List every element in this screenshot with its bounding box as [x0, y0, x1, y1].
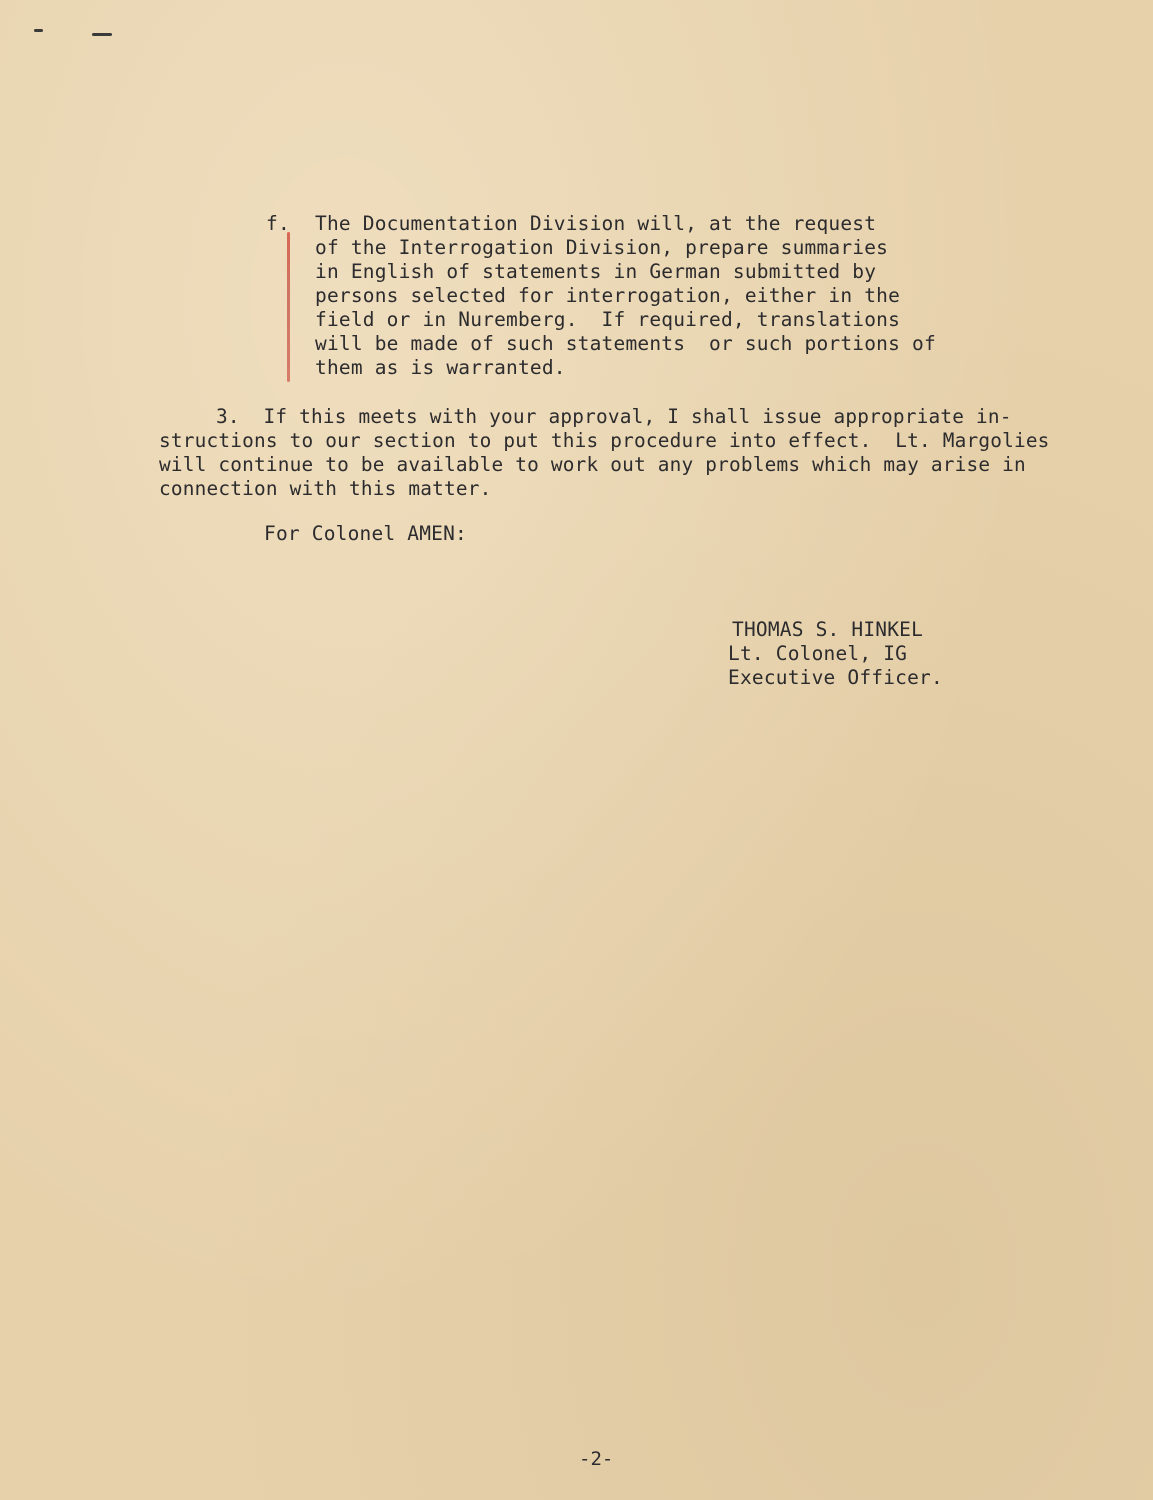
page-number: -2-: [579, 1448, 614, 1470]
margin-mark-right: [92, 33, 112, 36]
signature-name: THOMAS S. HINKEL: [732, 618, 924, 641]
paragraph-3-line-4: connection with this matter.: [159, 477, 492, 500]
item-f-line-4: persons selected for interrogation, either in the: [315, 284, 901, 307]
paragraph-3-line-3: will continue to be available to work out any problems which may arise in: [159, 453, 1026, 476]
item-f-line-3: in English of statements in German submitted by: [315, 260, 877, 283]
margin-mark-left: [34, 29, 43, 32]
paragraph-3-line-1: 3. If this meets with your approval, I shall issue appropriate in-: [216, 405, 1012, 428]
margin-correction-mark: [287, 232, 290, 382]
item-f-line-7: them as is warranted.: [315, 356, 566, 379]
item-f-label: f.: [266, 212, 290, 235]
item-f-line-6: will be made of such statements or such portions of: [315, 332, 936, 355]
item-f-line-2: of the Interrogation Division, prepare summaries: [315, 236, 889, 259]
paragraph-3-line-2: structions to our section to put this procedure into effect. Lt. Margolies: [159, 429, 1050, 452]
item-f-line-5: field or in Nuremberg. If required, translations: [315, 308, 901, 331]
closing-line: For Colonel AMEN:: [264, 522, 467, 545]
signature-rank: Lt. Colonel, IG: [728, 642, 908, 665]
item-f-line-1: The Documentation Division will, at the request: [315, 212, 877, 235]
signature-title: Executive Officer.: [728, 666, 943, 689]
